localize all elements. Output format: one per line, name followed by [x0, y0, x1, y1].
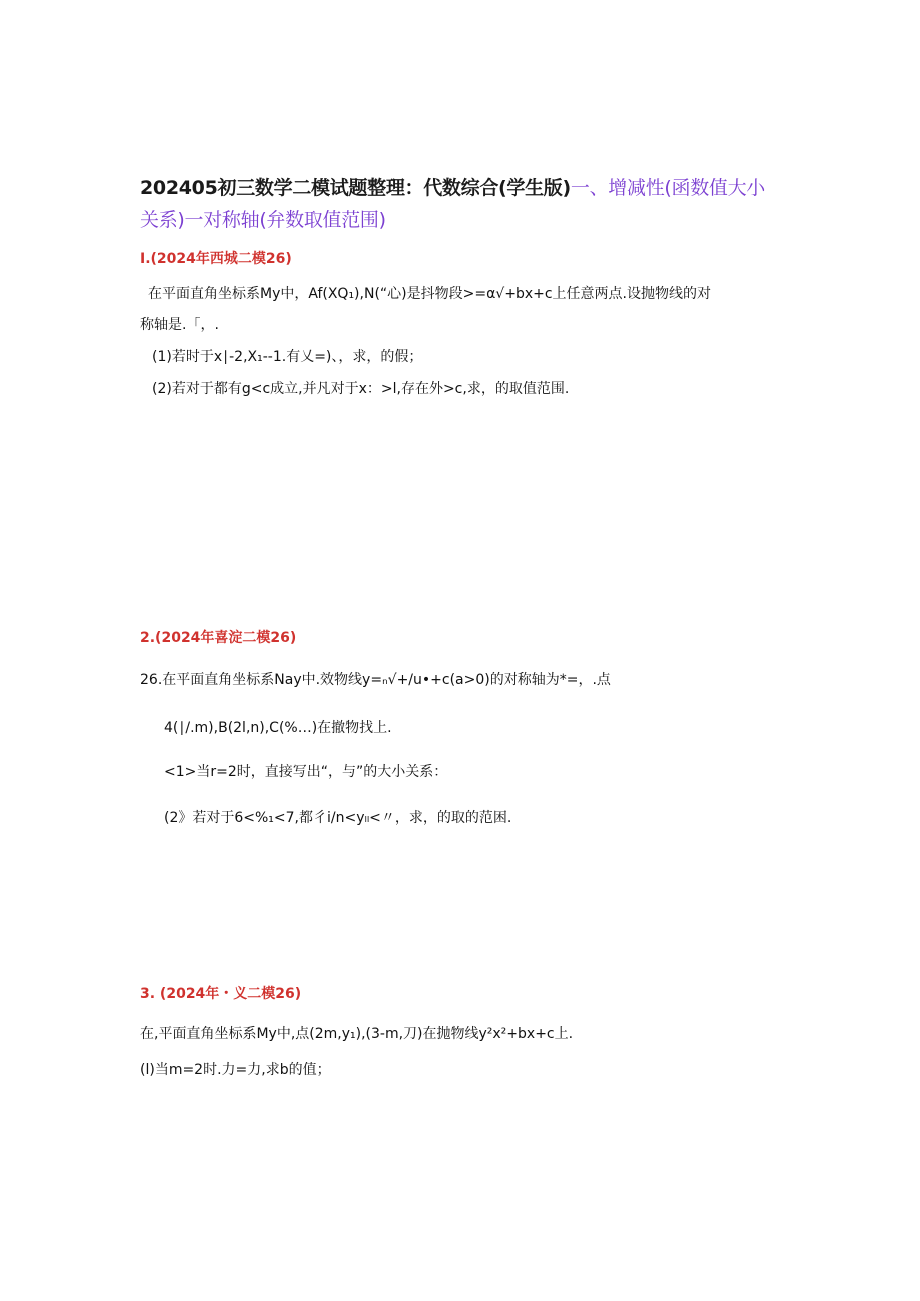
problem-2-part-1: <1>当r=2时，直接写出“，与”的大小关系： [164, 764, 448, 780]
problem-1-part-1: (1)若时于x∣-2,X₁--1.有乂=)、，求，的假； [152, 349, 423, 365]
problem-1-line-2: 称轴是.「，. [140, 317, 219, 333]
problem-2-heading: 2.(2024年喜淀二模26) [140, 630, 297, 646]
problem-3-part-1: (l)当m=2时.力=力,求b的值； [140, 1062, 331, 1078]
problem-1-heading: I.(2024年西城二模26) [140, 251, 292, 267]
problem-1-line-1: 在平面直角坐标系My中，Af(XQ₁),N(“心)是抖物段>=α√+bx+c上任意两点.设抛物线的对 [148, 286, 712, 302]
problem-1-part-2: (2)若对于都有g<c成立,并凡对于x：>l,存在外>c,求，的取值范围. [152, 381, 570, 397]
title-main: 202405初三数学二模试题整理：代数综合(学生版) [140, 177, 571, 199]
problem-3-heading: 3. (2024年・义二模26) [140, 986, 302, 1002]
problem-2-line-2: 4(∣/.m),B(2l,n),C(%…)在撤物找上. [164, 720, 392, 736]
problem-3-line-1: 在,平面直角坐标系My中,点(2m,y₁),(3-m,刀)在抛物线y²x²+bx+c上. [140, 1026, 574, 1042]
problem-2-part-2: (2》若对于6<%₁<7,都彳i/n<yₗₗ<〃，求，的取的范困. [164, 810, 512, 826]
title-section: 一、增减性(函数值大小关系)一对称轴(弁数取值范围) [140, 177, 766, 231]
problem-2-line-1: 26.在平面直角坐标系Nay中.效物线y=ₙ√+/u•+c(a>0)的对称轴为*=，.点 [140, 672, 611, 688]
document-title [140, 172, 770, 236]
